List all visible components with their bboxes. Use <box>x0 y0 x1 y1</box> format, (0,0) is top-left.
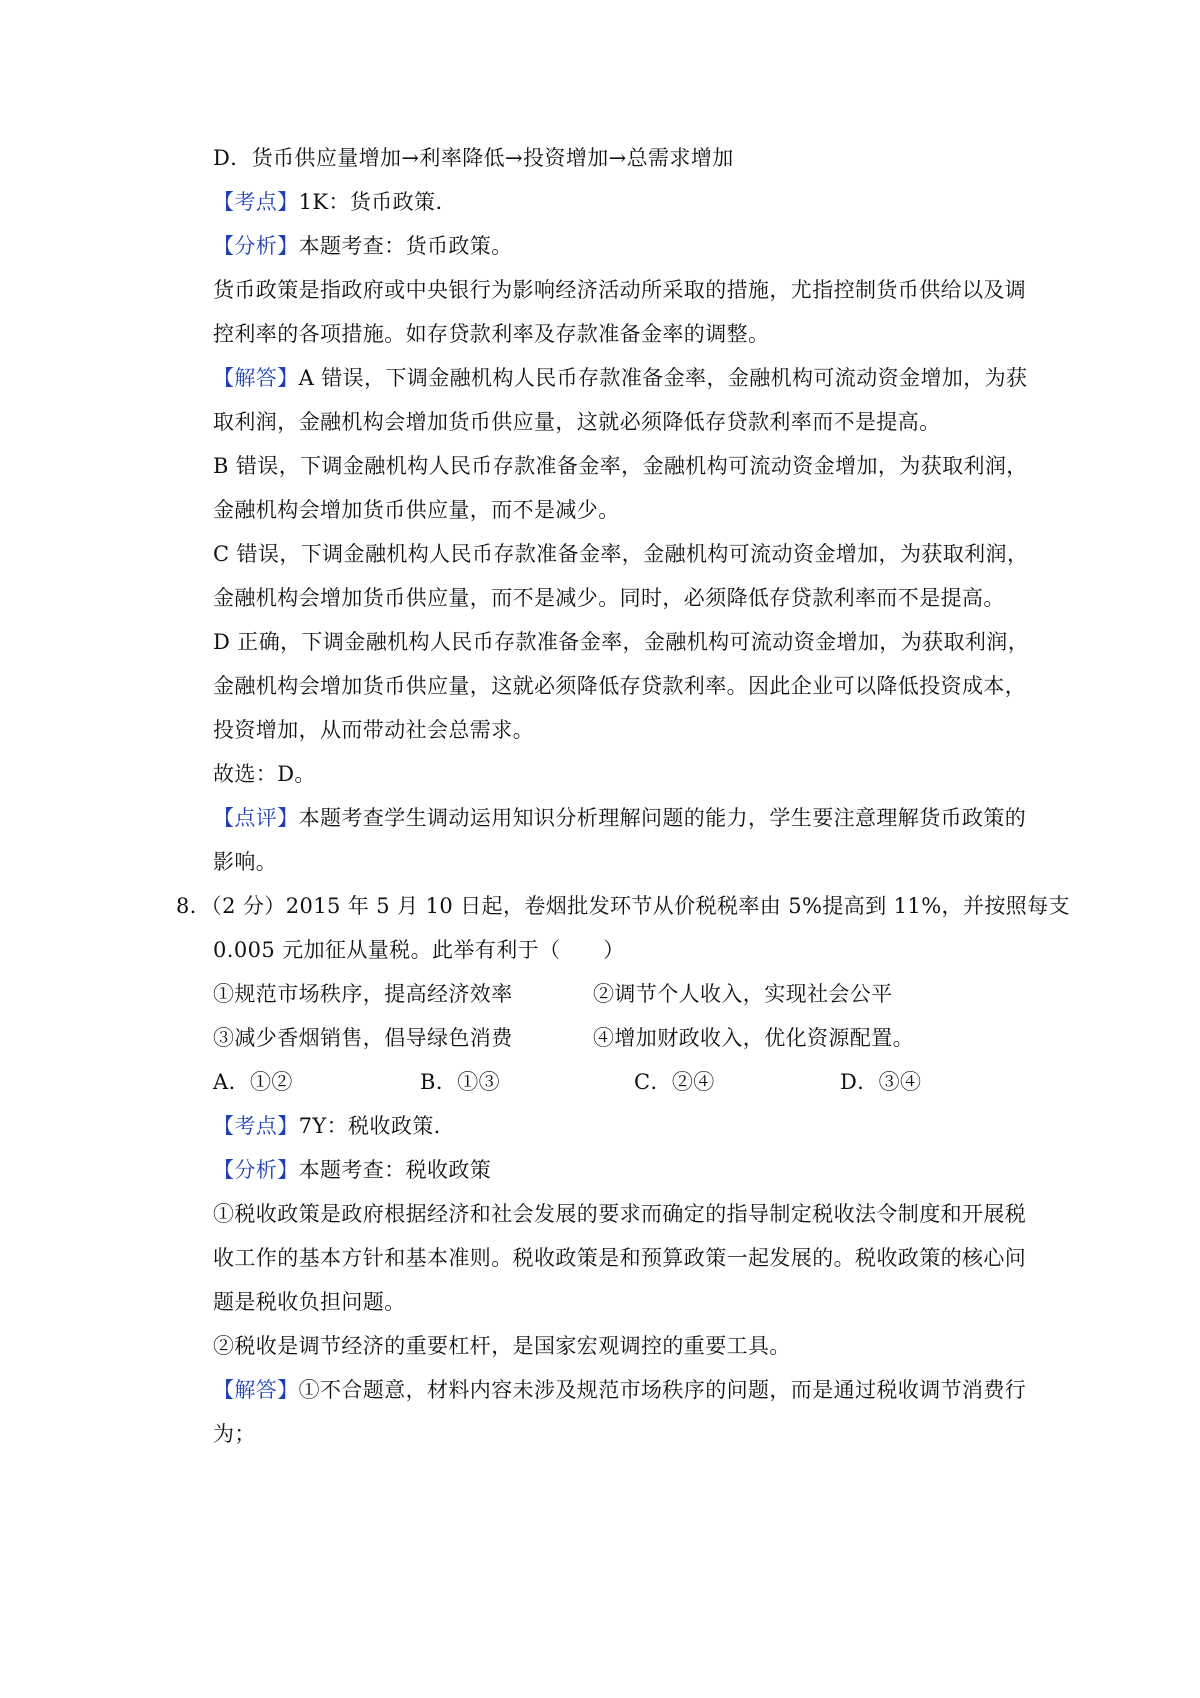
analysis-line: 控利率的各项措施。如存贷款利率及存款准备金率的调整。 <box>213 322 770 346</box>
question-8-stem <box>176 892 1070 920</box>
answer-line: 取利润，金融机构会增加货币供应量，这就必须降低存贷款利率而不是提高。 <box>213 410 941 434</box>
analysis-line: 收工作的基本方针和基本准则。税收政策是和预算政策一起发展的。税收政策的核心问 <box>213 1246 1027 1270</box>
statement-item-3: ③减少香烟销售，倡导绿色消费 <box>213 1026 513 1050</box>
question-stem-line: （2 分）2015 年 5 月 10 日起，卷烟批发环节从价税税率由 5%提高到 11%，并按照每支 <box>211 894 1070 918</box>
jieda-section <box>213 364 1027 392</box>
question-number: 8． <box>176 894 212 918</box>
answer-line: 故选：D。 <box>213 762 316 786</box>
choice-c: C．②④ <box>634 1070 715 1094</box>
statement-item-2: ②调节个人收入，实现社会公平 <box>593 982 893 1006</box>
option-d-text: D．货币供应量增加→利率降低→投资增加→总需求增加 <box>213 146 734 170</box>
choice-d: D．③④ <box>840 1070 922 1094</box>
analysis-line: ①税收政策是政府根据经济和社会发展的要求而确定的指导制定税收法令制度和开展税 <box>213 1202 1027 1226</box>
dianping-section <box>213 804 1026 832</box>
answer-line: D 正确，下调金融机构人民币存款准备金率，金融机构可流动资金增加，为获取利润， <box>213 630 1030 654</box>
question-stem-line: 0.005 元加征从量税。此举有利于（ ） <box>213 938 625 962</box>
jieda-tag: 【解答】 <box>213 366 299 390</box>
analysis-line: 题是税收负担问题。 <box>213 1290 406 1314</box>
answer-line: 投资增加，从而带动社会总需求。 <box>213 718 534 742</box>
answer-line: 金融机构会增加货币供应量，这就必须降低存贷款利率。因此企业可以降低投资成本， <box>213 674 1027 698</box>
jieda-text: ①不合题意，材料内容未涉及规范市场秩序的问题，而是通过税收调节消费行 <box>298 1378 1027 1402</box>
kaodian-text: 1K：货币政策. <box>298 190 443 214</box>
fenxi-section <box>213 1156 491 1184</box>
dianping-tag: 【点评】 <box>213 806 299 830</box>
dianping-text: 本题考查学生调动运用知识分析理解问题的能力，学生要注意理解货币政策的 <box>298 806 1027 830</box>
jieda-tag: 【解答】 <box>213 1378 299 1402</box>
kaodian-tag: 【考点】 <box>213 1114 299 1138</box>
fenxi-tag: 【分析】 <box>213 234 299 258</box>
analysis-line: ②税收是调节经济的重要杠杆，是国家宏观调控的重要工具。 <box>213 1334 791 1358</box>
fenxi-section <box>213 232 513 260</box>
kaodian-tag: 【考点】 <box>213 190 299 214</box>
fenxi-tag: 【分析】 <box>213 1158 299 1182</box>
fenxi-text: 本题考查：货币政策。 <box>298 234 513 258</box>
jieda-continuation: 为； <box>213 1422 256 1446</box>
fenxi-text: 本题考查：税收政策 <box>298 1158 492 1182</box>
answer-line: B 错误，下调金融机构人民币存款准备金率，金融机构可流动资金增加，为获取利润， <box>213 454 1028 478</box>
analysis-line: 货币政策是指政府或中央银行为影响经济活动所采取的措施，尤指控制货币供给以及调 <box>213 278 1027 302</box>
statement-item-4: ④增加财政收入，优化资源配置。 <box>593 1026 914 1050</box>
jieda-section <box>213 1376 1026 1404</box>
dianping-continuation: 影响。 <box>213 850 278 874</box>
statement-item-1: ①规范市场秩序，提高经济效率 <box>213 982 513 1006</box>
kaodian-section <box>213 1112 441 1140</box>
kaodian-text: 7Y：税收政策. <box>298 1114 441 1138</box>
choice-a: A．①② <box>213 1070 293 1094</box>
kaodian-section <box>213 188 443 216</box>
answer-line: C 错误，下调金融机构人民币存款准备金率，金融机构可流动资金增加，为获取利润， <box>213 542 1029 566</box>
choice-b: B．①③ <box>420 1070 501 1094</box>
jieda-text: A 错误，下调金融机构人民币存款准备金率，金融机构可流动资金增加，为获 <box>298 366 1028 390</box>
answer-line: 金融机构会增加货币供应量，而不是减少。同时，必须降低存贷款利率而不是提高。 <box>213 586 1005 610</box>
answer-line: 金融机构会增加货币供应量，而不是减少。 <box>213 498 620 522</box>
